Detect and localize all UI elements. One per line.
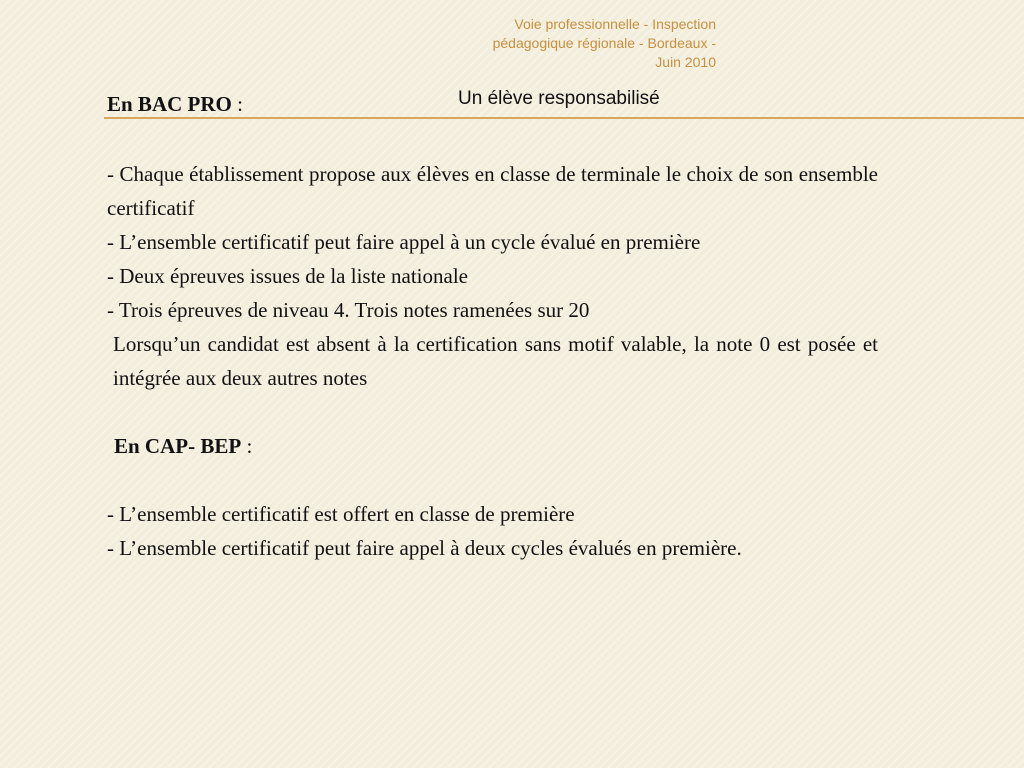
- slide-subtitle: Un élève responsabilisé: [458, 88, 660, 109]
- spacer: [107, 395, 878, 429]
- slide-body: [107, 157, 878, 565]
- cap-bep-item-2: - L’ensemble certificatif peut faire appel à deux cycles évalués en première.: [107, 536, 742, 560]
- bac-pro-item-4: - Trois épreuves de niveau 4. Trois notes ramenées sur 20: [107, 298, 590, 322]
- bac-pro-item-3: - Deux épreuves issues de la liste nationale: [107, 264, 468, 288]
- cap-bep-heading: [107, 429, 878, 463]
- bac-pro-item-2: - L’ensemble certificatif peut faire appel à un cycle évalué en première: [107, 230, 701, 254]
- header-line-1: Voie professionnelle - Inspection: [514, 16, 716, 32]
- bac-pro-heading: [107, 89, 243, 119]
- header-line-3: Juin 2010: [655, 54, 716, 70]
- cap-bep-heading-colon: :: [241, 434, 253, 458]
- header-note: [396, 15, 716, 72]
- spacer: [107, 463, 878, 497]
- bac-pro-item-1: - Chaque établissement propose aux élèves en classe de terminale le choix de son ensemble certificatif: [107, 162, 878, 220]
- bac-pro-item-5: Lorsqu’un candidat est absent à la certification sans motif valable, la note 0 est posée et intégrée aux deux autres notes: [113, 332, 878, 390]
- header-line-2: pédagogique régionale - Bordeaux -: [492, 35, 716, 51]
- cap-bep-item-1: - L’ensemble certificatif est offert en classe de première: [107, 502, 575, 526]
- cap-bep-heading-text: En CAP- BEP: [114, 434, 242, 458]
- bac-pro-heading-colon: :: [231, 92, 243, 116]
- bac-pro-heading-text: En BAC PRO: [107, 92, 232, 116]
